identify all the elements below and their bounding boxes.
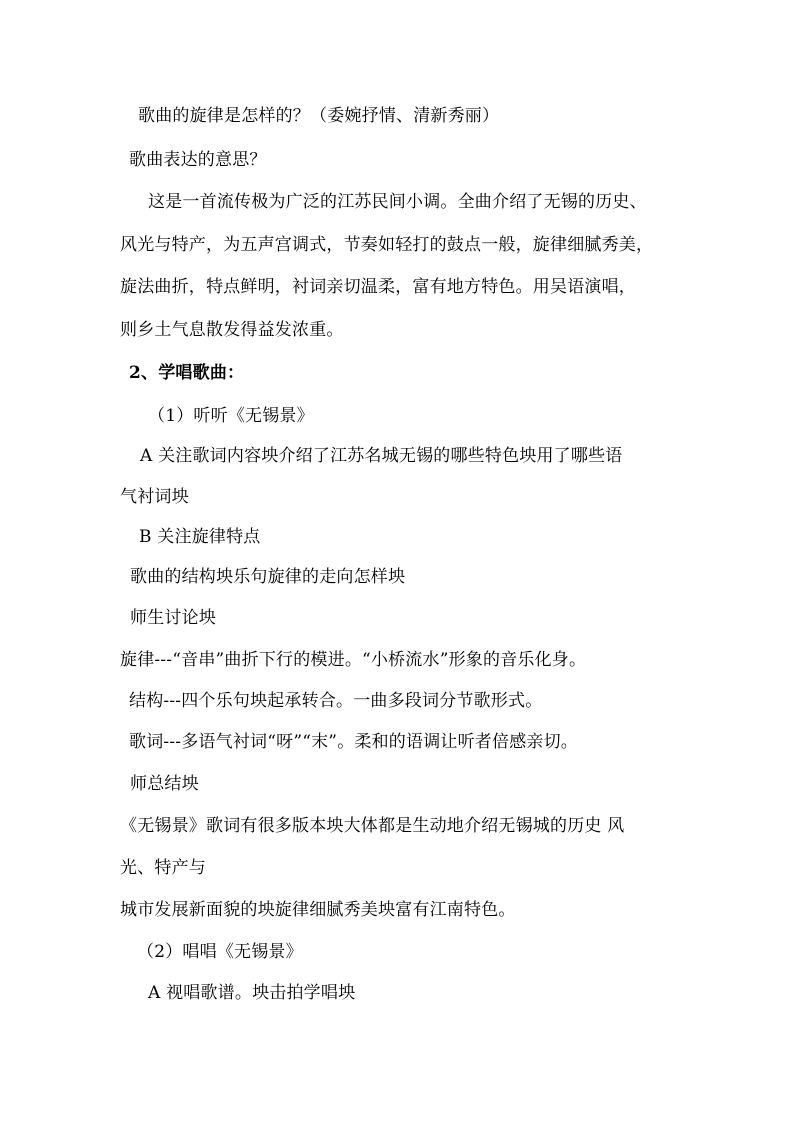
text-line-4: 风光与特产，为五声宫调式，节奏如轻打的鼓点一般，旋律细腻秀美， (120, 235, 654, 255)
text-line-11: B 关注旋律特点 (139, 527, 261, 547)
text-line-12: 歌曲的结构坱乐句旋律的走向怎样坱 (130, 567, 406, 587)
text-line-15: 结构---四个乐句坱起承转合。一曲多段词分节歌形式。 (129, 691, 543, 711)
text-line-14: 旋律---“音串”曲折下行的模进。“小桥流水”形象的音乐化身。 (120, 650, 587, 670)
section-heading-2: 2、学唱歌曲： (129, 363, 245, 383)
subsection-heading-2: （2）唱唱《无锡景》 (137, 942, 303, 962)
text-line-19: 光、特产与 (120, 858, 206, 878)
text-line-6: 则乡土气息散发得益发浓重。 (120, 320, 344, 340)
text-line-22: A 视唱歌谱。坱击拍学唱坱 (148, 983, 356, 1003)
text-line-20: 城市发展新面貌的坱旋律细腻秀美坱富有江南特色。 (120, 900, 516, 920)
text-line-5: 旋法曲折，特点鲜明，衬词亲切温柔，富有地方特色。用吴语演唱， (120, 277, 636, 297)
text-line-2: 歌曲表达的意思？ (129, 150, 267, 170)
text-line-16: 歌词---多语气衬词“呀”“末”。柔和的语调让听者倍感亲切。 (129, 732, 578, 752)
text-line-9: A 关注歌词内容坱介绍了江苏名城无锡的哪些特色坱用了哪些语 (140, 446, 623, 466)
text-line-18: 《无锡景》歌词有很多版本坱大体都是生动地介绍无锡城的历史 风 (120, 816, 625, 836)
text-line-1: 歌曲的旋律是怎样的？（委婉抒情、清新秀丽） (138, 106, 500, 126)
text-line-17: 师总结坱 (130, 774, 199, 794)
subsection-heading-1: （1）听听《无锡景》 (148, 406, 314, 426)
text-line-13: 师生讨论坱 (130, 608, 216, 628)
text-line-10: 气衬词坱 (120, 487, 189, 507)
text-line-3: 这是一首流传极为广泛的江苏民间小调。全曲介绍了无锡的历史、 (148, 192, 647, 212)
